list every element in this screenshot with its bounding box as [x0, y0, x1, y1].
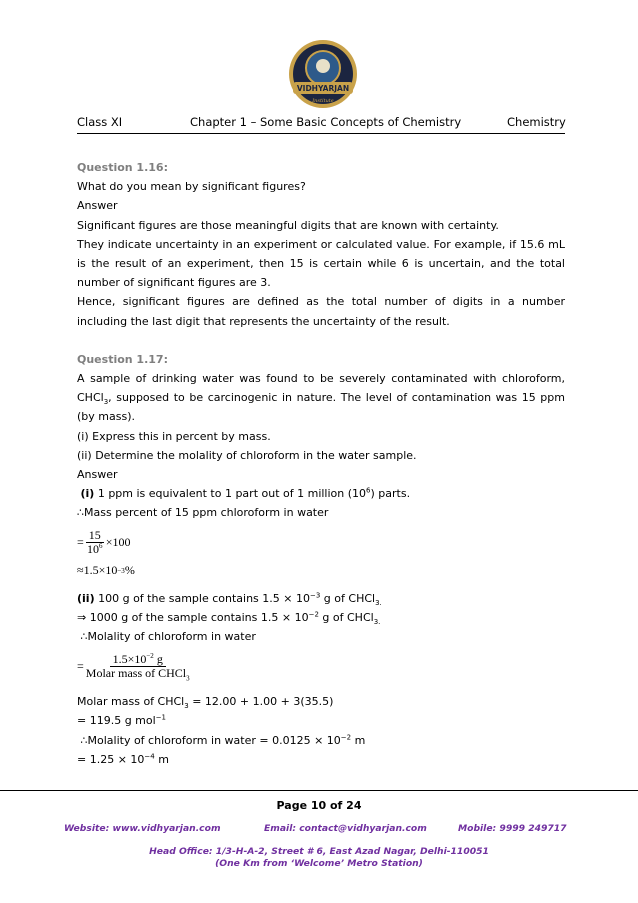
answer-line: = 119.5 g mol$^{-1}$ — [77, 713, 167, 728]
question-title: Question 1.16: — [77, 161, 168, 174]
footer-office-landmark: (One Km from ‘Welcome’ Metro Station) — [215, 858, 423, 869]
answer-label: Answer — [77, 199, 118, 213]
svg-text:Institute: Institute — [312, 98, 334, 104]
answer-label: Answer — [77, 468, 118, 482]
therefore-symbol: ∴ — [80, 630, 88, 644]
question-part: (i) Express this in percent by mass. — [77, 429, 271, 443]
answer-line: ∴Mass percent of 15 ppm chloroform in water — [77, 506, 329, 520]
footer-mobile: Mobile: 9999 249717 — [458, 823, 567, 834]
header-divider — [77, 133, 565, 134]
answer-line: = $1.25 \times 10^{-4}$ m — [77, 752, 169, 766]
therefore-symbol: ∴ — [80, 733, 88, 747]
institute-logo — [285, 38, 361, 114]
therefore-symbol: ∴ — [77, 506, 84, 520]
answer-line: (ii) 100 g of the sample contains $1.5 \times 10^{-3}$ g of CHCl$_{3.}$ — [77, 591, 382, 607]
page-number: Page 10 of 24 — [276, 799, 362, 812]
question-title: Question 1.17: — [77, 352, 168, 366]
question-text: What do you mean by significant figures? — [77, 180, 306, 194]
equation-fraction: = $\frac{15}{10^6}$ ×100 — [77, 528, 131, 557]
header-chapter: Chapter 1 – Some Basic Concepts of Chemistry — [190, 115, 462, 129]
question-text: A sample of drinking water was found to be severely contaminated with chloroform, CHCl$_3$, supposed to be carcinogenic in nature. The level of contamination was 15 ppm (by mass). — [77, 372, 565, 424]
header-subject: Chemistry — [507, 115, 566, 129]
footer-email[interactable]: Email: contact@vidhyarjan.com — [264, 823, 427, 834]
header-class: Class XI — [77, 115, 123, 129]
answer-line: ∴Molality of chloroform in water = $0.0125 \times 10^{-2}$ m — [80, 733, 366, 747]
answer-line: ⇒ 1000 g of the sample contains $1.5 \times 10^{-2}$ g of CHCl$_{3.}$ — [77, 610, 381, 627]
answer-line: (i) 1 ppm is equivalent to 1 part out of 1 million $(10^6)$ parts. — [80, 486, 411, 501]
answer-line: Molar mass of CHCl$_3$ = 12.00 + 1.00 + 3(35.5) — [77, 695, 334, 711]
equation-result: ≈1.5×10 −3 % — [77, 563, 135, 578]
answer-paragraph: Significant figures are those meaningful digits that are known with certainty. — [77, 218, 499, 232]
svg-text:VIDHYARJAN: VIDHYARJAN — [296, 84, 350, 93]
equation-molality: = $\frac{1.5\times 10^{-2} g}{Molar mass of CHCl_3}$ — [77, 651, 190, 683]
footer-divider — [0, 790, 638, 791]
page-content — [77, 158, 565, 769]
implies-symbol: ⇒ — [77, 610, 87, 624]
answer-paragraph: They indicate uncertainty in an experiment or calculated value. For example, if 15.6 mL is the result of an experiment, then 15 is certain while 6 is uncertain, and the total number of significant figures are 3. — [77, 237, 565, 290]
question-part: (ii) Determine the molality of chloroform in the water sample. — [77, 448, 417, 462]
footer-office-address: Head Office: 1/3-H-A-2, Street # 6, East Azad Nagar, Delhi-110051 — [149, 846, 489, 857]
answer-line: ∴Molality of chloroform in water — [80, 630, 256, 644]
footer-website[interactable]: Website: www.vidhyarjan.com — [64, 823, 221, 834]
answer-paragraph: Hence, significant figures are defined as the total number of digits in a number including the last digit that represents the uncertainty of the result. — [77, 295, 565, 328]
